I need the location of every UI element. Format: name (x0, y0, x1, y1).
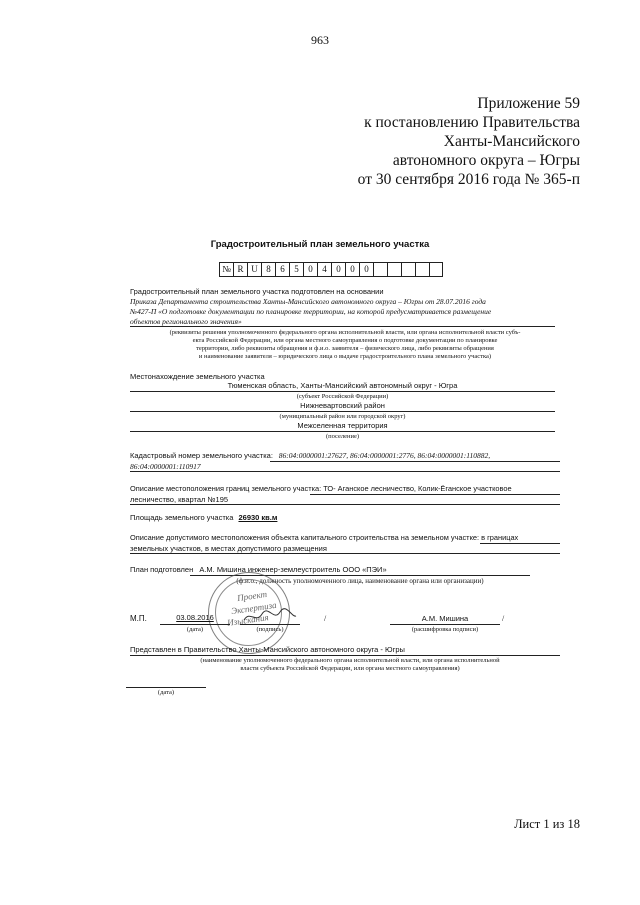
appendix-line-1: Приложение 59 (477, 95, 580, 112)
cadastral-value-2: 86:04:0000001:110917 (130, 462, 201, 471)
basis-text-2: №427-П «О подготовке документации по планировке территории, на которой предусматривается размещение (130, 307, 492, 316)
plan-number-cell: 0 (359, 262, 373, 277)
plan-number-cells (219, 262, 443, 277)
cadastral-value-1: 86:04:0000001:27627, 86:04:0000001:2776, 86:04:0000001:110882, (278, 451, 491, 460)
location-label: Местонахождение земельного участка (130, 372, 265, 381)
appendix-line-4: автономного округа – Югры (392, 152, 580, 169)
plan-number-cell (415, 262, 429, 277)
plan-number-cell (429, 262, 443, 277)
stamp-line-1: Проект (236, 588, 268, 604)
location-settlement-caption: (поселение) (325, 433, 360, 440)
location-subject: Тюменская область, Ханты-Мансийский автономный округ - Югра (227, 381, 458, 390)
signature-slash-2: / (502, 614, 505, 623)
stamp-line-2: Экспертиза (230, 599, 278, 617)
boundaries-line-2: лесничество, квартал №195 (130, 495, 229, 504)
basis-text-1: Приказа Департамента строительства Ханты-Мансийского автономного округа – Югры от 28.07.2016 года (130, 297, 486, 306)
prepared-value: А.М. Мишина инженер-землеустроитель ООО «ПЭИ» (199, 565, 387, 574)
area-row (130, 513, 277, 523)
plan-number-cell: 8 (261, 262, 275, 277)
permitted-line-1: Описание допустимого местоположения объекта капитального строительства на земельном участке: в границах (130, 533, 519, 542)
signature-date: 03.08.2016 (176, 613, 214, 622)
signature-date-caption: (дата) (186, 626, 204, 633)
plan-number-cell: 0 (303, 262, 317, 277)
signature-sig-caption: (подпись) (256, 626, 284, 633)
handwritten-signature (240, 606, 300, 626)
plan-number-cell: 5 (289, 262, 303, 277)
plan-number-cell (401, 262, 415, 277)
area-label: Площадь земельного участка (130, 513, 234, 522)
boundaries-line-1: Описание местоположения границ земельного участка: ТО- Аганское лесничество, Колик-Ёганское участковое (130, 484, 512, 493)
appendix-line-5: от 30 сентября 2016 года № 365-п (357, 171, 580, 188)
plan-number-cell: № (219, 262, 233, 277)
basis-caption-3: территории, либо реквизиты обращения и ф.и.о. заявителя – физического лица, либо реквизиты обращения (196, 345, 494, 352)
plan-number-cell: R (233, 262, 247, 277)
basis-lead: Градостроительный план земельного участка подготовлен на основании (130, 287, 384, 296)
plan-number-cell: U (247, 262, 261, 277)
location-settlement: Межселенная территория (297, 421, 388, 430)
appendix-line-2: к постановлению Правительства (364, 114, 580, 131)
appendix-header (280, 94, 580, 189)
basis-caption-2: екта Российской Федерации, или органа местного самоуправления о подготовке документации по планировке (192, 337, 498, 344)
plan-number-cell (373, 262, 387, 277)
submitted-caption-2: власти субъекта Российской Федерации, или органа местного самоуправления) (240, 665, 460, 672)
prepared-label: План подготовлен (130, 565, 194, 574)
permitted-line-2: земельных участков, в местах допустимого размещения (130, 544, 327, 553)
cadastral-line-1 (130, 451, 570, 461)
submitted-label: Представлен в Правительство Ханты-Мансийского автономного округа - Югры (130, 645, 405, 654)
basis-caption-4: и наименование заявителя – юридического лица о выдаче градостроительного плана земельного участка) (198, 353, 492, 360)
plan-number-cell: 4 (317, 262, 331, 277)
cadastral-label: Кадастровый номер земельного участка: (130, 451, 273, 460)
signature-slash-1: / (324, 614, 327, 623)
location-district: Нижневартовский район (300, 401, 385, 410)
location-district-caption: (муниципальный район или городской округ) (279, 413, 406, 420)
area-value: 26930 кв.м (238, 513, 278, 522)
signature-name-caption: (расшифровка подписи) (411, 626, 479, 633)
stamp-line-3: Изыскания (226, 612, 270, 628)
basis-caption-1: (реквизиты решения уполномоченного федерального органа исполнительной власти, или органа исполнительной власти субъ- (169, 329, 521, 336)
submitted-caption-1: (наименование уполномоченного федерального органа исполнительной власти, или органа исполнительной (200, 657, 500, 664)
plan-title: Градостроительный план земельного участка (210, 239, 430, 250)
prepared-caption: (ф.и.о., должность уполномоченного лица, наименование органа или организации) (236, 577, 484, 585)
plan-number-cell (387, 262, 401, 277)
plan-number-cell: 0 (331, 262, 345, 277)
mp-label: М.П. (130, 614, 147, 623)
location-subject-caption: (субъект Российской Федерации) (296, 393, 389, 400)
plan-number-cell: 6 (275, 262, 289, 277)
plan-number-cell: 0 (345, 262, 359, 277)
appendix-line-3: Ханты-Мансийского (443, 133, 580, 150)
page-number: 963 (311, 33, 329, 47)
sheet-indicator: Лист 1 из 18 (514, 817, 580, 831)
submitted-date-caption: (дата) (157, 689, 175, 696)
basis-text-3: объектов регионального значения» (130, 317, 242, 326)
signature-name: А.М. Мишина (421, 614, 469, 623)
